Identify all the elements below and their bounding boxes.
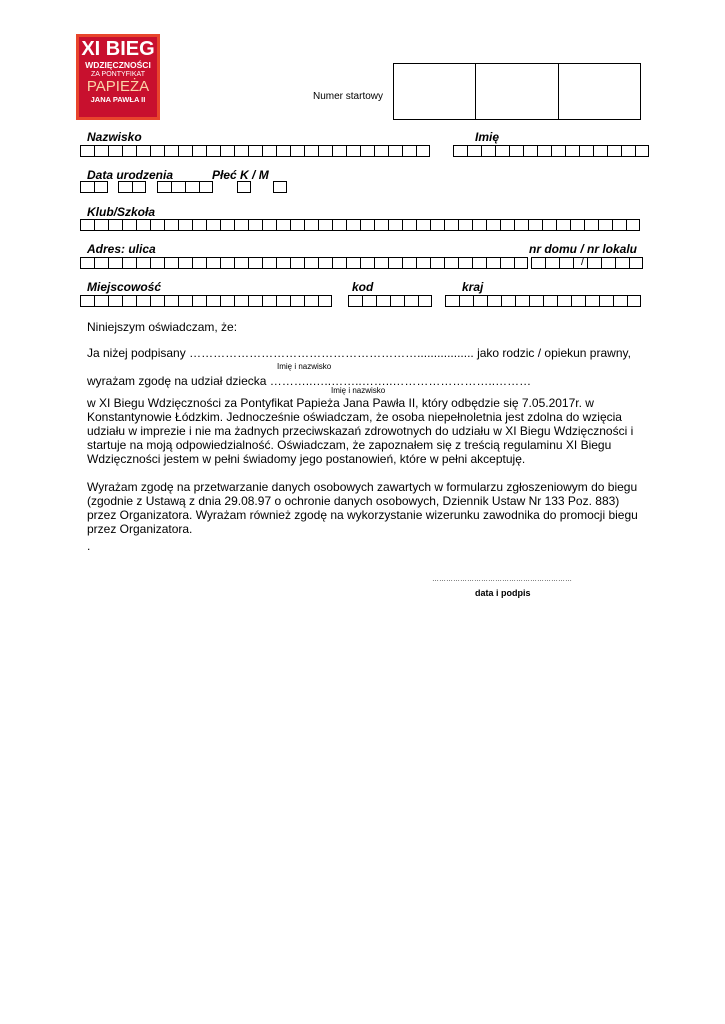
char-box[interactable] — [376, 295, 390, 307]
char-box[interactable] — [318, 257, 332, 269]
zip-label: kod — [352, 280, 374, 294]
char-box[interactable] — [388, 145, 402, 157]
char-box[interactable] — [543, 295, 557, 307]
char-box[interactable] — [551, 145, 565, 157]
char-box[interactable] — [206, 295, 220, 307]
char-box[interactable] — [199, 181, 213, 193]
paragraph-dot: . — [87, 539, 91, 553]
char-box[interactable] — [531, 257, 545, 269]
char-box[interactable] — [122, 257, 136, 269]
char-box[interactable] — [150, 257, 164, 269]
char-box[interactable] — [276, 219, 290, 231]
char-box[interactable] — [276, 257, 290, 269]
char-box[interactable] — [584, 219, 598, 231]
char-box[interactable] — [192, 295, 206, 307]
char-box[interactable] — [514, 257, 528, 269]
char-box[interactable] — [248, 295, 262, 307]
club-label: Klub/Szkoła — [87, 205, 156, 219]
char-box[interactable] — [304, 295, 318, 307]
char-box[interactable] — [118, 181, 132, 193]
char-box[interactable] — [585, 295, 599, 307]
char-box[interactable] — [237, 181, 251, 193]
char-box[interactable] — [481, 145, 495, 157]
char-box[interactable] — [607, 145, 621, 157]
char-box[interactable] — [220, 295, 234, 307]
char-box[interactable] — [178, 219, 192, 231]
char-box[interactable] — [571, 295, 585, 307]
char-box[interactable] — [627, 295, 641, 307]
char-box[interactable] — [273, 181, 287, 193]
char-box[interactable] — [248, 219, 262, 231]
street-label: Adres: ulica — [87, 242, 156, 256]
char-box[interactable] — [192, 219, 206, 231]
char-box[interactable] — [290, 257, 304, 269]
char-box[interactable] — [80, 145, 94, 157]
char-box[interactable] — [388, 257, 402, 269]
char-box[interactable] — [80, 181, 94, 193]
char-box[interactable] — [459, 295, 473, 307]
surname-boxes[interactable] — [80, 145, 430, 157]
house-separator: / — [581, 256, 585, 268]
birth-day-boxes[interactable] — [80, 181, 108, 193]
char-box[interactable] — [444, 219, 458, 231]
char-box[interactable] — [514, 219, 528, 231]
char-box[interactable] — [318, 145, 332, 157]
zip-boxes[interactable] — [348, 295, 432, 307]
first-name-boxes[interactable] — [453, 145, 649, 157]
char-box[interactable] — [136, 295, 150, 307]
char-box[interactable] — [290, 219, 304, 231]
city-label: Miejscowość — [87, 280, 162, 294]
char-box[interactable] — [416, 145, 430, 157]
char-box[interactable] — [472, 219, 486, 231]
city-boxes[interactable] — [80, 295, 332, 307]
char-box[interactable] — [565, 145, 579, 157]
declaration-paragraph-2: Wyrażam zgodę na przetwarzanie danych osobowych zawartych w formularzu zgłoszeniowym do biegu (zgodnie z Ustawą z dnia 29.08.97 o ochronie danych osobowych, Dziennik Ustaw Nr 133 Poz. 883) przez Organizatora. Wyrażam również zgodę na wykorzystanie wizerunku zawodnika do promocji biegu przez Organizatora. — [87, 480, 638, 536]
char-box[interactable] — [122, 145, 136, 157]
char-box[interactable] — [262, 257, 276, 269]
char-box[interactable] — [523, 145, 537, 157]
char-box[interactable] — [150, 145, 164, 157]
char-box[interactable] — [304, 145, 318, 157]
char-box[interactable] — [206, 145, 220, 157]
char-box[interactable] — [136, 257, 150, 269]
char-box[interactable] — [108, 295, 122, 307]
char-box[interactable] — [528, 219, 542, 231]
char-box[interactable] — [635, 145, 649, 157]
char-box[interactable] — [537, 145, 551, 157]
char-box[interactable] — [598, 219, 612, 231]
char-box[interactable] — [80, 219, 94, 231]
char-box[interactable] — [599, 295, 613, 307]
char-box[interactable] — [573, 257, 587, 269]
char-box[interactable] — [220, 145, 234, 157]
char-box[interactable] — [94, 145, 108, 157]
char-box[interactable] — [94, 181, 108, 193]
surname-label: Nazwisko — [87, 130, 142, 144]
char-box[interactable] — [248, 257, 262, 269]
char-box[interactable] — [360, 219, 374, 231]
char-box[interactable] — [472, 257, 486, 269]
char-box[interactable] — [108, 145, 122, 157]
char-box[interactable] — [332, 257, 346, 269]
char-box[interactable] — [500, 219, 514, 231]
start-number-cell[interactable] — [394, 64, 476, 119]
logo-line-3: ZA PONTYFIKAT — [91, 71, 145, 78]
char-box[interactable] — [346, 145, 360, 157]
char-box[interactable] — [587, 257, 601, 269]
char-box[interactable] — [80, 257, 94, 269]
char-box[interactable] — [402, 219, 416, 231]
char-box[interactable] — [501, 295, 515, 307]
signature-line[interactable]: …………………………………………………… — [432, 576, 572, 583]
logo-line-5: JANA PAWŁA II — [90, 95, 146, 104]
char-box[interactable] — [402, 145, 416, 157]
char-box[interactable] — [262, 219, 276, 231]
char-box[interactable] — [164, 295, 178, 307]
char-box[interactable] — [220, 257, 234, 269]
char-box[interactable] — [601, 257, 615, 269]
char-box[interactable] — [94, 219, 108, 231]
char-box[interactable] — [150, 219, 164, 231]
char-box[interactable] — [570, 219, 584, 231]
char-box[interactable] — [206, 219, 220, 231]
house-number-boxes[interactable] — [531, 257, 643, 269]
char-box[interactable] — [290, 295, 304, 307]
char-box[interactable] — [487, 295, 501, 307]
char-box[interactable] — [515, 295, 529, 307]
char-box[interactable] — [453, 145, 467, 157]
char-box[interactable] — [362, 295, 376, 307]
char-box[interactable] — [557, 295, 571, 307]
event-logo — [76, 34, 160, 120]
char-box[interactable] — [220, 219, 234, 231]
char-box[interactable] — [150, 295, 164, 307]
char-box[interactable] — [621, 145, 635, 157]
char-box[interactable] — [374, 257, 388, 269]
char-box[interactable] — [136, 219, 150, 231]
declaration-paragraph-1: w XI Biegu Wdzięczności za Pontyfikat Papieża Jana Pawła II, który odbędzie się 7.05.2017r. w Konstantynowie Łódzkim. Jednocześnie oświadczam, że osoba niepełnoletnia jest zdolna do wzięcia udziału w imprezie i nie ma żadnych przeciwskazań zdrowotnych do udziału w XI Biegu Wdzięczności i startuje na moją odpowiedzialność. Oświadczam, że zapoznałem się z treścią regulaminu XI Biegu Wdzięczności jestem w pełni świadomy jego postanowień, które w pełni akceptuję. — [87, 396, 634, 466]
char-box[interactable] — [94, 257, 108, 269]
char-box[interactable] — [178, 145, 192, 157]
start-number-cell[interactable] — [559, 64, 640, 119]
char-box[interactable] — [318, 219, 332, 231]
char-box[interactable] — [467, 145, 481, 157]
char-box[interactable] — [545, 257, 559, 269]
char-box[interactable] — [262, 295, 276, 307]
char-box[interactable] — [164, 145, 178, 157]
char-box[interactable] — [276, 295, 290, 307]
char-box[interactable] — [509, 145, 523, 157]
char-box[interactable] — [444, 257, 458, 269]
declaration-intro: Niniejszym oświadczam, że: — [87, 320, 238, 334]
house-number-label: nr domu / nr lokalu — [529, 242, 638, 256]
char-box[interactable] — [136, 145, 150, 157]
char-box[interactable] — [612, 219, 626, 231]
declaration-line-1: Ja niżej podpisany …………………………………………………................. jako rodzic / opiekun prawny, — [87, 346, 631, 360]
char-box[interactable] — [164, 219, 178, 231]
char-box[interactable] — [80, 295, 94, 307]
char-box[interactable] — [276, 145, 290, 157]
sex-k-box[interactable] — [237, 181, 251, 193]
char-box[interactable] — [206, 257, 220, 269]
char-box[interactable] — [157, 181, 171, 193]
char-box[interactable] — [430, 257, 444, 269]
start-number-cell[interactable] — [476, 64, 558, 119]
char-box[interactable] — [234, 145, 248, 157]
char-box[interactable] — [613, 295, 627, 307]
char-box[interactable] — [486, 257, 500, 269]
char-box[interactable] — [542, 219, 556, 231]
char-box[interactable] — [122, 295, 136, 307]
char-box[interactable] — [629, 257, 643, 269]
char-box[interactable] — [579, 145, 593, 157]
char-box[interactable] — [346, 219, 360, 231]
char-box[interactable] — [304, 219, 318, 231]
char-box[interactable] — [164, 257, 178, 269]
char-box[interactable] — [416, 257, 430, 269]
char-box[interactable] — [593, 145, 607, 157]
name-caption-2: Imię i nazwisko — [331, 386, 386, 395]
sex-m-box[interactable] — [273, 181, 287, 193]
logo-line-2: WDZIĘCZNOŚCI — [85, 60, 151, 70]
char-box[interactable] — [108, 257, 122, 269]
signature-label: data i podpis — [475, 588, 531, 598]
char-box[interactable] — [374, 219, 388, 231]
char-box[interactable] — [473, 295, 487, 307]
char-box[interactable] — [304, 257, 318, 269]
char-box[interactable] — [390, 295, 404, 307]
sex-label: Płeć K / M — [212, 168, 269, 182]
char-box[interactable] — [262, 145, 276, 157]
char-box[interactable] — [192, 145, 206, 157]
street-boxes[interactable] — [80, 257, 528, 269]
char-box[interactable] — [122, 219, 136, 231]
char-box[interactable] — [185, 181, 199, 193]
name-caption-1: Imię i nazwisko — [277, 362, 332, 371]
birth-month-boxes[interactable] — [118, 181, 146, 193]
char-box[interactable] — [486, 219, 500, 231]
char-box[interactable] — [171, 181, 185, 193]
char-box[interactable] — [348, 295, 362, 307]
char-box[interactable] — [556, 219, 570, 231]
char-box[interactable] — [178, 295, 192, 307]
char-box[interactable] — [416, 219, 430, 231]
logo-line-1: XI BIEG — [81, 38, 155, 60]
char-box[interactable] — [108, 219, 122, 231]
char-box[interactable] — [332, 219, 346, 231]
char-box[interactable] — [318, 295, 332, 307]
char-box[interactable] — [374, 145, 388, 157]
birth-year-boxes[interactable] — [157, 181, 213, 193]
char-box[interactable] — [626, 219, 640, 231]
country-boxes[interactable] — [445, 295, 641, 307]
char-box[interactable] — [248, 145, 262, 157]
char-box[interactable] — [332, 145, 346, 157]
char-box[interactable] — [132, 181, 146, 193]
logo-line-4: PAPIEŻA — [86, 78, 150, 95]
char-box[interactable] — [458, 219, 472, 231]
start-number-label: Numer startowy — [313, 91, 384, 102]
declaration-line-2: wyrażam zgodę na udział dziecka ………..…..……..……..……………………..……… — [87, 374, 532, 388]
char-box[interactable] — [529, 295, 543, 307]
char-box[interactable] — [360, 257, 374, 269]
char-box[interactable] — [346, 257, 360, 269]
char-box[interactable] — [402, 257, 416, 269]
char-box[interactable] — [404, 295, 418, 307]
char-box[interactable] — [559, 257, 573, 269]
char-box[interactable] — [192, 257, 206, 269]
char-box[interactable] — [94, 295, 108, 307]
char-box[interactable] — [458, 257, 472, 269]
char-box[interactable] — [418, 295, 432, 307]
char-box[interactable] — [290, 145, 304, 157]
char-box[interactable] — [360, 145, 374, 157]
first-name-label: Imię — [475, 130, 500, 144]
country-label: kraj — [462, 280, 484, 294]
birth-date-label: Data urodzenia — [87, 168, 174, 182]
char-box[interactable] — [615, 257, 629, 269]
char-box[interactable] — [234, 295, 248, 307]
char-box[interactable] — [500, 257, 514, 269]
char-box[interactable] — [445, 295, 459, 307]
char-box[interactable] — [430, 219, 444, 231]
char-box[interactable] — [178, 257, 192, 269]
char-box[interactable] — [234, 257, 248, 269]
start-number-boxes[interactable] — [393, 63, 641, 120]
char-box[interactable] — [234, 219, 248, 231]
char-box[interactable] — [495, 145, 509, 157]
club-boxes[interactable] — [80, 219, 640, 231]
char-box[interactable] — [388, 219, 402, 231]
